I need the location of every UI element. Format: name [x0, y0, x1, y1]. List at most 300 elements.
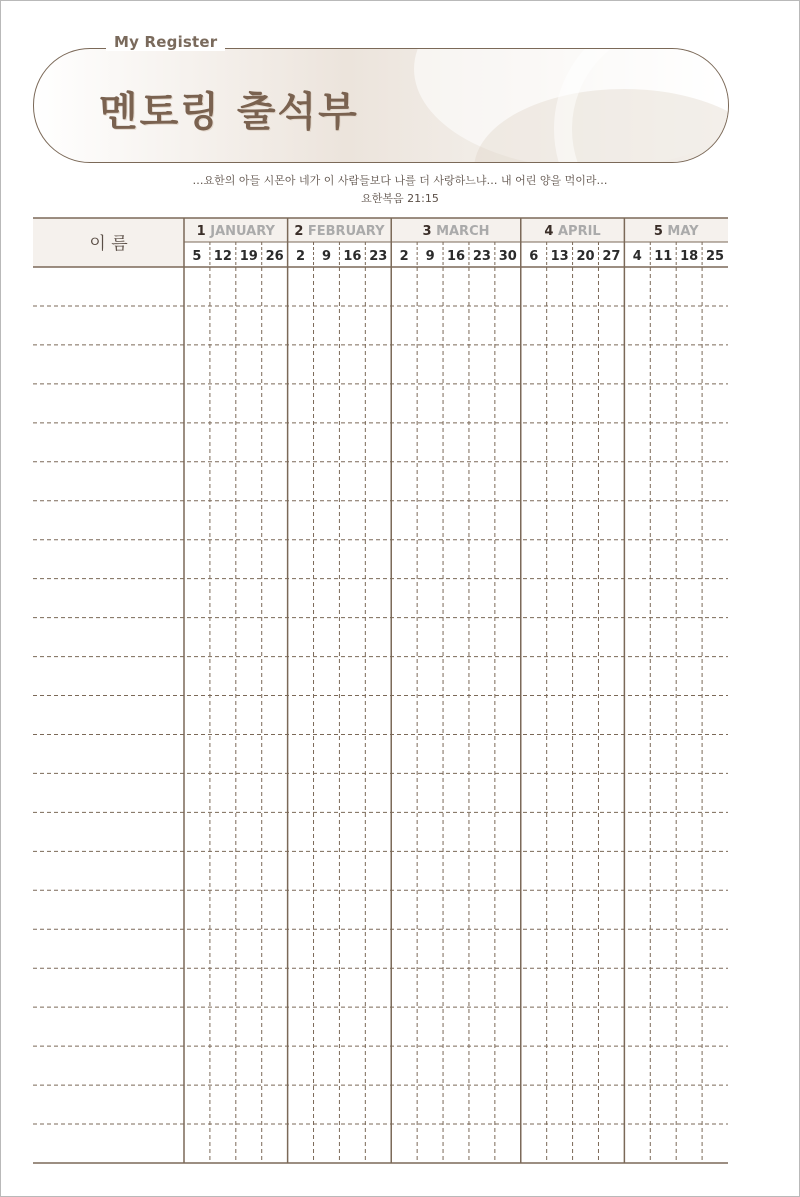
attendance-cell[interactable] — [184, 812, 210, 851]
attendance-cell[interactable] — [676, 696, 702, 735]
name-cell[interactable] — [33, 696, 184, 735]
attendance-cell[interactable] — [391, 501, 417, 540]
attendance-cell[interactable] — [314, 579, 340, 618]
attendance-cell[interactable] — [521, 1085, 547, 1124]
attendance-cell[interactable] — [469, 306, 495, 345]
attendance-cell[interactable] — [417, 812, 443, 851]
attendance-cell[interactable] — [236, 462, 262, 501]
attendance-cell[interactable] — [365, 968, 391, 1007]
attendance-cell[interactable] — [339, 579, 365, 618]
attendance-cell[interactable] — [443, 968, 469, 1007]
attendance-cell[interactable] — [650, 1007, 676, 1046]
attendance-cell[interactable] — [236, 734, 262, 773]
attendance-cell[interactable] — [365, 890, 391, 929]
attendance-cell[interactable] — [469, 968, 495, 1007]
attendance-cell[interactable] — [184, 579, 210, 618]
attendance-cell[interactable] — [521, 1046, 547, 1085]
attendance-cell[interactable] — [573, 1085, 599, 1124]
attendance-cell[interactable] — [210, 345, 236, 384]
name-cell[interactable] — [33, 540, 184, 579]
attendance-cell[interactable] — [184, 851, 210, 890]
attendance-cell[interactable] — [624, 618, 650, 657]
attendance-cell[interactable] — [314, 696, 340, 735]
attendance-cell[interactable] — [417, 1124, 443, 1163]
attendance-cell[interactable] — [391, 657, 417, 696]
attendance-cell[interactable] — [573, 579, 599, 618]
attendance-cell[interactable] — [236, 579, 262, 618]
attendance-cell[interactable] — [469, 696, 495, 735]
attendance-cell[interactable] — [650, 812, 676, 851]
attendance-cell[interactable] — [184, 462, 210, 501]
attendance-cell[interactable] — [521, 462, 547, 501]
attendance-cell[interactable] — [314, 1046, 340, 1085]
attendance-cell[interactable] — [262, 890, 288, 929]
attendance-cell[interactable] — [702, 773, 728, 812]
attendance-cell[interactable] — [573, 696, 599, 735]
attendance-cell[interactable] — [676, 929, 702, 968]
attendance-cell[interactable] — [314, 890, 340, 929]
attendance-cell[interactable] — [547, 968, 573, 1007]
attendance-cell[interactable] — [547, 618, 573, 657]
attendance-cell[interactable] — [650, 851, 676, 890]
attendance-cell[interactable] — [391, 734, 417, 773]
attendance-cell[interactable] — [624, 773, 650, 812]
attendance-cell[interactable] — [262, 540, 288, 579]
attendance-cell[interactable] — [598, 1124, 624, 1163]
attendance-cell[interactable] — [236, 1085, 262, 1124]
attendance-cell[interactable] — [314, 540, 340, 579]
attendance-cell[interactable] — [598, 696, 624, 735]
attendance-cell[interactable] — [391, 423, 417, 462]
attendance-cell[interactable] — [314, 1085, 340, 1124]
attendance-cell[interactable] — [210, 267, 236, 306]
attendance-cell[interactable] — [624, 501, 650, 540]
attendance-cell[interactable] — [314, 773, 340, 812]
attendance-cell[interactable] — [417, 890, 443, 929]
attendance-cell[interactable] — [417, 462, 443, 501]
attendance-cell[interactable] — [469, 462, 495, 501]
attendance-cell[interactable] — [210, 1124, 236, 1163]
attendance-cell[interactable] — [236, 657, 262, 696]
name-cell[interactable] — [33, 773, 184, 812]
attendance-cell[interactable] — [184, 1124, 210, 1163]
attendance-cell[interactable] — [598, 734, 624, 773]
attendance-cell[interactable] — [288, 540, 314, 579]
attendance-cell[interactable] — [443, 812, 469, 851]
attendance-cell[interactable] — [495, 618, 521, 657]
attendance-cell[interactable] — [210, 423, 236, 462]
attendance-cell[interactable] — [702, 345, 728, 384]
attendance-cell[interactable] — [236, 696, 262, 735]
attendance-cell[interactable] — [521, 267, 547, 306]
attendance-cell[interactable] — [314, 929, 340, 968]
attendance-cell[interactable] — [676, 1007, 702, 1046]
attendance-cell[interactable] — [417, 1046, 443, 1085]
attendance-cell[interactable] — [650, 540, 676, 579]
attendance-cell[interactable] — [391, 306, 417, 345]
attendance-cell[interactable] — [365, 734, 391, 773]
attendance-cell[interactable] — [676, 812, 702, 851]
attendance-cell[interactable] — [495, 306, 521, 345]
attendance-cell[interactable] — [210, 579, 236, 618]
attendance-cell[interactable] — [624, 579, 650, 618]
attendance-cell[interactable] — [262, 1046, 288, 1085]
attendance-cell[interactable] — [469, 540, 495, 579]
attendance-cell[interactable] — [262, 306, 288, 345]
attendance-cell[interactable] — [210, 657, 236, 696]
attendance-cell[interactable] — [443, 384, 469, 423]
attendance-cell[interactable] — [547, 890, 573, 929]
attendance-cell[interactable] — [495, 773, 521, 812]
attendance-cell[interactable] — [443, 696, 469, 735]
name-cell[interactable] — [33, 618, 184, 657]
attendance-cell[interactable] — [702, 696, 728, 735]
attendance-cell[interactable] — [521, 968, 547, 1007]
attendance-cell[interactable] — [339, 929, 365, 968]
attendance-cell[interactable] — [339, 618, 365, 657]
attendance-cell[interactable] — [210, 812, 236, 851]
attendance-cell[interactable] — [573, 1046, 599, 1085]
attendance-cell[interactable] — [365, 1007, 391, 1046]
attendance-cell[interactable] — [391, 929, 417, 968]
attendance-cell[interactable] — [288, 306, 314, 345]
attendance-cell[interactable] — [469, 501, 495, 540]
attendance-cell[interactable] — [288, 1007, 314, 1046]
attendance-cell[interactable] — [469, 890, 495, 929]
name-cell[interactable] — [33, 1007, 184, 1046]
attendance-cell[interactable] — [365, 267, 391, 306]
attendance-cell[interactable] — [495, 851, 521, 890]
name-cell[interactable] — [33, 1124, 184, 1163]
attendance-cell[interactable] — [262, 579, 288, 618]
attendance-cell[interactable] — [288, 462, 314, 501]
attendance-cell[interactable] — [236, 384, 262, 423]
attendance-cell[interactable] — [391, 462, 417, 501]
attendance-cell[interactable] — [624, 1085, 650, 1124]
attendance-cell[interactable] — [262, 1124, 288, 1163]
attendance-cell[interactable] — [417, 267, 443, 306]
attendance-cell[interactable] — [547, 929, 573, 968]
attendance-cell[interactable] — [676, 657, 702, 696]
attendance-cell[interactable] — [288, 267, 314, 306]
attendance-cell[interactable] — [210, 890, 236, 929]
attendance-cell[interactable] — [443, 540, 469, 579]
attendance-cell[interactable] — [573, 345, 599, 384]
attendance-cell[interactable] — [521, 1007, 547, 1046]
name-cell[interactable] — [33, 890, 184, 929]
attendance-cell[interactable] — [547, 1007, 573, 1046]
name-cell[interactable] — [33, 734, 184, 773]
attendance-cell[interactable] — [547, 267, 573, 306]
attendance-cell[interactable] — [236, 851, 262, 890]
attendance-cell[interactable] — [547, 696, 573, 735]
attendance-cell[interactable] — [495, 812, 521, 851]
name-cell[interactable] — [33, 384, 184, 423]
attendance-cell[interactable] — [391, 267, 417, 306]
attendance-cell[interactable] — [624, 812, 650, 851]
attendance-cell[interactable] — [262, 501, 288, 540]
attendance-cell[interactable] — [339, 773, 365, 812]
attendance-cell[interactable] — [495, 423, 521, 462]
attendance-cell[interactable] — [495, 579, 521, 618]
attendance-cell[interactable] — [573, 462, 599, 501]
attendance-cell[interactable] — [210, 773, 236, 812]
attendance-cell[interactable] — [262, 267, 288, 306]
attendance-cell[interactable] — [443, 773, 469, 812]
attendance-cell[interactable] — [624, 851, 650, 890]
attendance-cell[interactable] — [365, 851, 391, 890]
attendance-cell[interactable] — [210, 1085, 236, 1124]
attendance-cell[interactable] — [262, 929, 288, 968]
attendance-cell[interactable] — [417, 1007, 443, 1046]
attendance-cell[interactable] — [417, 501, 443, 540]
attendance-cell[interactable] — [702, 929, 728, 968]
attendance-cell[interactable] — [236, 540, 262, 579]
attendance-cell[interactable] — [495, 929, 521, 968]
attendance-cell[interactable] — [573, 851, 599, 890]
attendance-cell[interactable] — [573, 267, 599, 306]
attendance-cell[interactable] — [469, 384, 495, 423]
attendance-cell[interactable] — [624, 929, 650, 968]
attendance-cell[interactable] — [624, 267, 650, 306]
attendance-cell[interactable] — [184, 968, 210, 1007]
attendance-cell[interactable] — [391, 618, 417, 657]
attendance-cell[interactable] — [443, 618, 469, 657]
attendance-cell[interactable] — [288, 929, 314, 968]
attendance-cell[interactable] — [598, 345, 624, 384]
attendance-cell[interactable] — [236, 812, 262, 851]
attendance-cell[interactable] — [314, 734, 340, 773]
attendance-cell[interactable] — [236, 1124, 262, 1163]
attendance-cell[interactable] — [573, 929, 599, 968]
attendance-cell[interactable] — [624, 462, 650, 501]
attendance-cell[interactable] — [624, 540, 650, 579]
attendance-cell[interactable] — [262, 423, 288, 462]
attendance-cell[interactable] — [210, 851, 236, 890]
attendance-cell[interactable] — [288, 345, 314, 384]
attendance-cell[interactable] — [650, 462, 676, 501]
attendance-cell[interactable] — [314, 1124, 340, 1163]
attendance-cell[interactable] — [417, 851, 443, 890]
attendance-cell[interactable] — [339, 462, 365, 501]
attendance-cell[interactable] — [210, 618, 236, 657]
attendance-cell[interactable] — [573, 618, 599, 657]
attendance-cell[interactable] — [573, 501, 599, 540]
attendance-cell[interactable] — [521, 384, 547, 423]
attendance-cell[interactable] — [676, 968, 702, 1007]
attendance-cell[interactable] — [236, 968, 262, 1007]
attendance-cell[interactable] — [417, 929, 443, 968]
attendance-cell[interactable] — [339, 696, 365, 735]
attendance-cell[interactable] — [650, 501, 676, 540]
attendance-cell[interactable] — [262, 1007, 288, 1046]
attendance-cell[interactable] — [495, 501, 521, 540]
attendance-cell[interactable] — [521, 929, 547, 968]
attendance-cell[interactable] — [547, 851, 573, 890]
attendance-cell[interactable] — [339, 306, 365, 345]
name-cell[interactable] — [33, 968, 184, 1007]
attendance-cell[interactable] — [650, 579, 676, 618]
attendance-cell[interactable] — [262, 734, 288, 773]
name-cell[interactable] — [33, 929, 184, 968]
attendance-cell[interactable] — [443, 734, 469, 773]
attendance-cell[interactable] — [676, 345, 702, 384]
attendance-cell[interactable] — [469, 851, 495, 890]
attendance-cell[interactable] — [339, 345, 365, 384]
attendance-cell[interactable] — [573, 968, 599, 1007]
attendance-cell[interactable] — [650, 384, 676, 423]
attendance-cell[interactable] — [417, 734, 443, 773]
attendance-cell[interactable] — [443, 267, 469, 306]
attendance-cell[interactable] — [210, 540, 236, 579]
attendance-cell[interactable] — [314, 345, 340, 384]
attendance-cell[interactable] — [650, 734, 676, 773]
attendance-cell[interactable] — [417, 345, 443, 384]
attendance-cell[interactable] — [521, 812, 547, 851]
attendance-cell[interactable] — [702, 657, 728, 696]
attendance-cell[interactable] — [314, 851, 340, 890]
attendance-cell[interactable] — [573, 890, 599, 929]
attendance-cell[interactable] — [676, 579, 702, 618]
attendance-cell[interactable] — [262, 618, 288, 657]
attendance-cell[interactable] — [598, 267, 624, 306]
attendance-cell[interactable] — [573, 384, 599, 423]
attendance-cell[interactable] — [236, 267, 262, 306]
attendance-cell[interactable] — [702, 306, 728, 345]
attendance-cell[interactable] — [573, 812, 599, 851]
attendance-cell[interactable] — [184, 540, 210, 579]
attendance-cell[interactable] — [521, 890, 547, 929]
attendance-cell[interactable] — [702, 1046, 728, 1085]
name-cell[interactable] — [33, 306, 184, 345]
attendance-cell[interactable] — [702, 851, 728, 890]
name-cell[interactable] — [33, 1046, 184, 1085]
attendance-cell[interactable] — [676, 267, 702, 306]
attendance-cell[interactable] — [547, 501, 573, 540]
attendance-cell[interactable] — [495, 1007, 521, 1046]
attendance-cell[interactable] — [702, 968, 728, 1007]
attendance-cell[interactable] — [210, 501, 236, 540]
attendance-cell[interactable] — [417, 579, 443, 618]
attendance-cell[interactable] — [598, 773, 624, 812]
attendance-cell[interactable] — [365, 306, 391, 345]
attendance-cell[interactable] — [339, 423, 365, 462]
attendance-cell[interactable] — [184, 618, 210, 657]
attendance-cell[interactable] — [547, 384, 573, 423]
attendance-cell[interactable] — [184, 306, 210, 345]
attendance-cell[interactable] — [624, 657, 650, 696]
attendance-cell[interactable] — [391, 968, 417, 1007]
attendance-cell[interactable] — [236, 929, 262, 968]
attendance-cell[interactable] — [365, 579, 391, 618]
attendance-cell[interactable] — [236, 423, 262, 462]
attendance-cell[interactable] — [521, 423, 547, 462]
attendance-cell[interactable] — [676, 1085, 702, 1124]
attendance-cell[interactable] — [184, 890, 210, 929]
attendance-cell[interactable] — [624, 734, 650, 773]
attendance-cell[interactable] — [702, 812, 728, 851]
attendance-cell[interactable] — [650, 890, 676, 929]
attendance-cell[interactable] — [417, 773, 443, 812]
attendance-cell[interactable] — [391, 812, 417, 851]
attendance-cell[interactable] — [650, 1124, 676, 1163]
attendance-cell[interactable] — [702, 734, 728, 773]
attendance-cell[interactable] — [417, 306, 443, 345]
attendance-cell[interactable] — [417, 384, 443, 423]
attendance-cell[interactable] — [443, 1007, 469, 1046]
attendance-cell[interactable] — [573, 423, 599, 462]
attendance-cell[interactable] — [598, 540, 624, 579]
attendance-cell[interactable] — [676, 501, 702, 540]
attendance-cell[interactable] — [288, 812, 314, 851]
attendance-cell[interactable] — [547, 734, 573, 773]
attendance-cell[interactable] — [547, 773, 573, 812]
attendance-cell[interactable] — [314, 267, 340, 306]
attendance-cell[interactable] — [391, 1124, 417, 1163]
attendance-cell[interactable] — [676, 734, 702, 773]
attendance-cell[interactable] — [391, 890, 417, 929]
attendance-cell[interactable] — [184, 267, 210, 306]
attendance-cell[interactable] — [262, 968, 288, 1007]
attendance-cell[interactable] — [288, 657, 314, 696]
attendance-cell[interactable] — [547, 345, 573, 384]
attendance-cell[interactable] — [339, 1085, 365, 1124]
attendance-cell[interactable] — [288, 501, 314, 540]
attendance-cell[interactable] — [573, 1124, 599, 1163]
attendance-cell[interactable] — [288, 890, 314, 929]
attendance-cell[interactable] — [443, 345, 469, 384]
attendance-cell[interactable] — [702, 890, 728, 929]
attendance-cell[interactable] — [702, 540, 728, 579]
attendance-cell[interactable] — [288, 1085, 314, 1124]
attendance-cell[interactable] — [650, 267, 676, 306]
attendance-cell[interactable] — [443, 306, 469, 345]
attendance-cell[interactable] — [650, 773, 676, 812]
attendance-cell[interactable] — [184, 773, 210, 812]
attendance-cell[interactable] — [624, 384, 650, 423]
attendance-cell[interactable] — [624, 968, 650, 1007]
attendance-cell[interactable] — [469, 734, 495, 773]
attendance-cell[interactable] — [236, 618, 262, 657]
attendance-cell[interactable] — [365, 812, 391, 851]
attendance-cell[interactable] — [495, 890, 521, 929]
attendance-cell[interactable] — [391, 1046, 417, 1085]
attendance-cell[interactable] — [443, 890, 469, 929]
attendance-cell[interactable] — [547, 1124, 573, 1163]
name-cell[interactable] — [33, 657, 184, 696]
attendance-cell[interactable] — [702, 423, 728, 462]
attendance-cell[interactable] — [210, 1007, 236, 1046]
attendance-cell[interactable] — [598, 423, 624, 462]
attendance-cell[interactable] — [314, 618, 340, 657]
attendance-cell[interactable] — [443, 1085, 469, 1124]
attendance-cell[interactable] — [495, 345, 521, 384]
attendance-cell[interactable] — [365, 657, 391, 696]
attendance-cell[interactable] — [288, 423, 314, 462]
attendance-cell[interactable] — [676, 618, 702, 657]
attendance-cell[interactable] — [702, 462, 728, 501]
attendance-cell[interactable] — [547, 462, 573, 501]
attendance-cell[interactable] — [650, 345, 676, 384]
attendance-cell[interactable] — [521, 618, 547, 657]
attendance-cell[interactable] — [184, 696, 210, 735]
attendance-cell[interactable] — [314, 501, 340, 540]
attendance-cell[interactable] — [314, 968, 340, 1007]
attendance-cell[interactable] — [573, 306, 599, 345]
attendance-cell[interactable] — [417, 696, 443, 735]
attendance-cell[interactable] — [676, 462, 702, 501]
attendance-cell[interactable] — [236, 890, 262, 929]
